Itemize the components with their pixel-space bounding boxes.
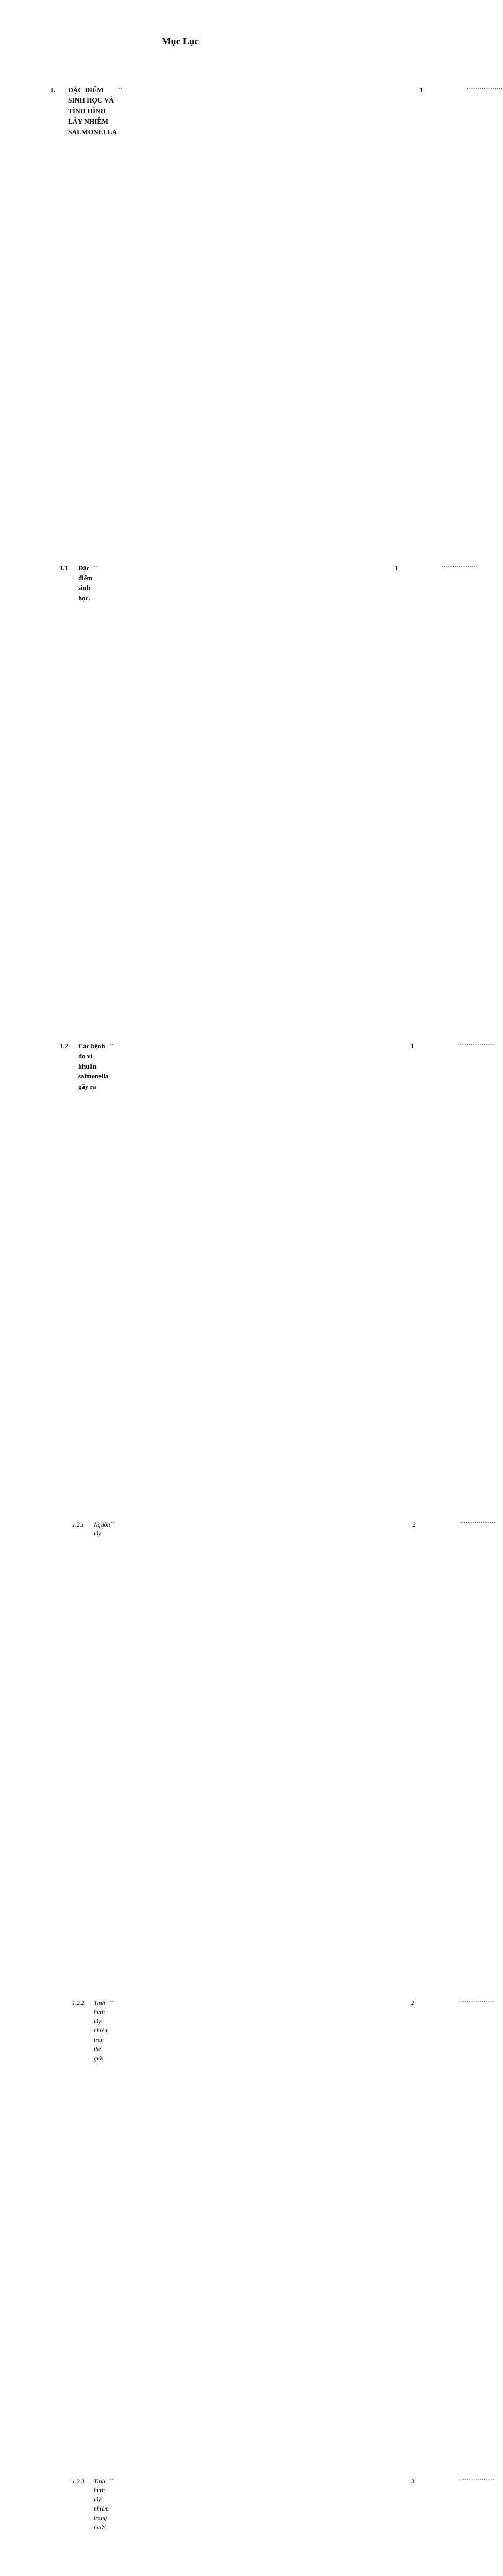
toc-entry-label: ĐẶC ĐIỂM SINH HỌC VÀ TÌNH HÌNH LÂY NHIỄM SALMONELLA xyxy=(68,85,117,138)
toc-leader-dots xyxy=(118,86,121,92)
toc-entry[interactable] xyxy=(60,528,310,1003)
toc-page-number: 3 xyxy=(113,2441,459,2576)
toc-entry-number: 1.1 xyxy=(60,564,78,573)
toc-entry-number: 1.2.2 xyxy=(72,1998,94,2008)
toc-entry[interactable] xyxy=(72,1962,323,2437)
toc-leader-dots xyxy=(110,2477,113,2483)
toc-entry-number: I. xyxy=(51,85,68,95)
document-page xyxy=(0,0,345,475)
toc-entry[interactable] xyxy=(60,1006,310,1481)
toc-page-number: 2 xyxy=(114,1484,460,1959)
toc-entry-number: 1.2 xyxy=(60,1042,78,1052)
toc-entry[interactable] xyxy=(51,49,301,524)
toc-leader-dots xyxy=(109,1042,112,1048)
toc-entry-label: Nguồn lây xyxy=(94,1520,110,1539)
page-title: Mục Lục xyxy=(51,36,301,47)
toc-leader-dots xyxy=(110,1998,113,2005)
toc-entry[interactable] xyxy=(72,1484,323,1959)
toc-page-number: 1 xyxy=(97,528,442,1003)
table-of-contents xyxy=(51,49,301,2576)
toc-leader-dots xyxy=(93,564,96,570)
toc-entry-label: Tình hình lây nhiễm trên thế giới xyxy=(94,1998,109,2063)
toc-page-number: 1 xyxy=(122,49,467,524)
toc-entry-label: Tình hình lây nhiễm trong nước. xyxy=(94,2477,109,2533)
toc-entry-label: Các bệnh do vi khuẩn salmonella gây ra xyxy=(78,1042,108,1092)
toc-entry-label: Đặc điểm sinh học. xyxy=(78,564,92,604)
toc-page-number: 2 xyxy=(113,1962,459,2437)
toc-entry-number: 1.2.3 xyxy=(72,2477,94,2486)
toc-leader-dots xyxy=(111,1520,114,1527)
toc-entry-number: 1.2.1 xyxy=(72,1520,94,1530)
toc-entry[interactable] xyxy=(72,2441,323,2576)
toc-page-number: 1 xyxy=(113,1006,458,1481)
